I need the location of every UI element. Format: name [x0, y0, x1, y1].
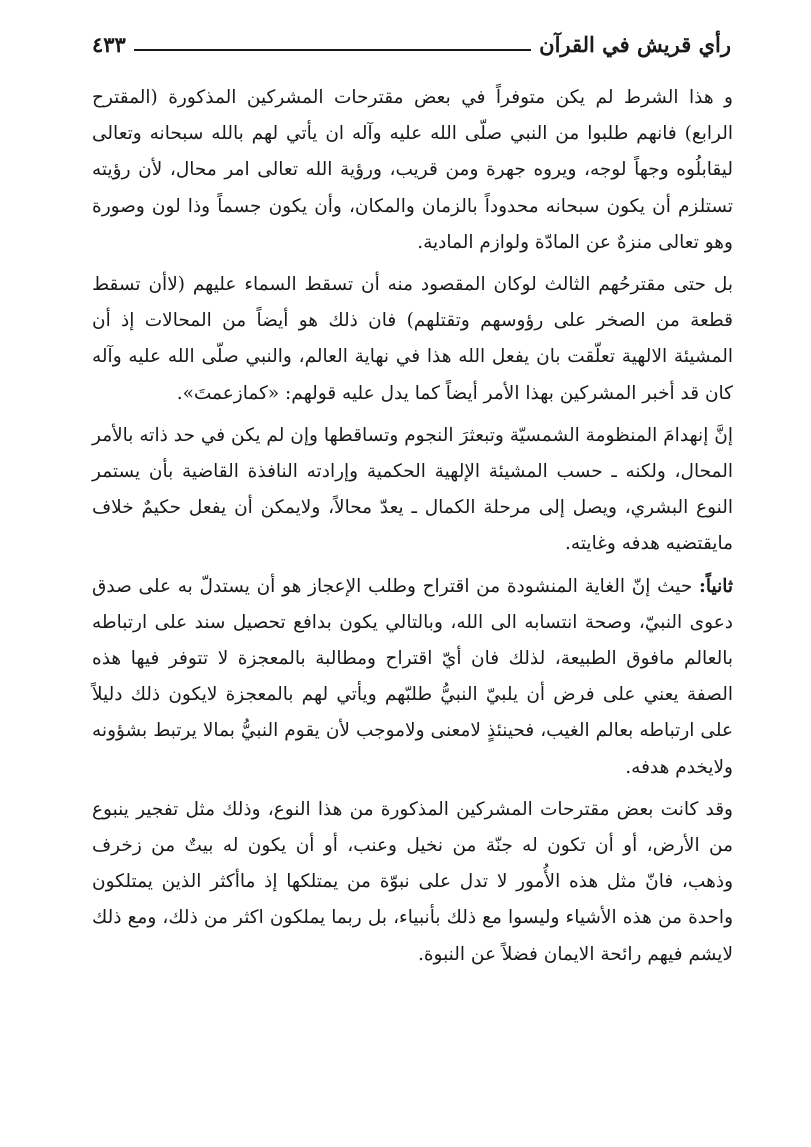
paragraph-1: و هذا الشرط لم يكن متوفراً في بعض مقترحات المشركين المذكورة (المقترح الرابع) فانهم طلبوا من النبي صلّى الله عليه وآله ان يأتي لهم بالله سبحانه وتعالى ليقابلُوه وجهاً لوجه، ويروه جهرة ومن قريب، ورؤية الله تعالى امر محال، لأن رؤيته تستلزم أن يكون سبحانه محدوداً بالزمان والمكان، وأن يكون جسماً وذا لون وصورة وهو تعالى منزهٌ عن المادّة ولوازم المادية.: [92, 87, 733, 253]
header-rule: [134, 49, 531, 51]
paragraph-4-lead: ثانياً:: [699, 575, 733, 597]
paragraph-5: وقد كانت بعض مقترحات المشركين المذكورة من هذا النوع، وذلك مثل تفجير ينبوع من الأرض، أو أن تكون له جنّة من نخيل وعنب، أو أن يكون له بيتٌ من زخرف وذهب، فانّ مثل هذه الأُمور لا تدل على نبوّة من يمتلكها إذ ماأكثر الذين يمتلكون واحدة من هذه الأشياء وليسوا مع ذلك بأنبياء، بل ربما يملكون اكثر من ذلك، ومع ذلك لايشم فيهم رائحة الايمان فضلاً عن النبوة.: [92, 798, 733, 965]
paragraph-4: [92, 569, 733, 786]
paragraph-2: بل حتى مقترحُهم الثالث لوكان المقصود منه أن تسقط السماء عليهم (لاأن تسقط قطعة من الصخر على رؤوسهم وتقتلهم) فان ذلك هو أيضاً من المحالات إذ أن المشيئة الالهية تعلّقت بان يفعل الله هذا في نهاية العالم، والنبي صلّى الله عليه وآله كان قد أخبر المشركين بهذا الأمر أيضاً كما يدل عليه قولهم: «كمازعمتَ».: [92, 274, 733, 404]
paragraph-3: إنَّ إنهدامَ المنظومة الشمسيّة وتبعثرَ النجوم وتساقطها وإن لم يكن في حد ذاته بالأمر المحال، ولكنه ـ حسب المشيئة الإلهية الحكمية وإرادته النافذة القاضية بأن يستمر النوع البشري، ويصل إلى مرحلة الكمال ـ يعدّ محالاً، ولايمكن أن يفعل حكيمٌ خلاف مايقتضيه هدفه وغايته.: [92, 424, 733, 555]
paragraph-4-text: حيث إنّ الغاية المنشودة من اقتراح وطلب الإعجاز هو أن يستدلّ به على صدق دعوى النبيّ، وصحة انتسابه الى الله، وبالتالي يكون بدافع تحصيل سند على ارتباطه بالعالم مافوق الطبيعة، لذلك فان أيّ اقتراح ومطالبة بالمعجزة لا تتوفر فيها هذه الصفة يعني على فرض أن يلبيّ النبيُّ طلبّهم ويأتي لهم بالمعجزة لايكون ذلك دليلاً على ارتباطه بعالم الغيب، فحينئذٍ لامعنى ولاموجب لأن يقوم النبيُّ بمالا يرتبط بشؤونه ولايخدم هدفه.: [92, 575, 733, 778]
page-number: ٤٣٣: [92, 31, 126, 57]
body-text: [92, 80, 733, 979]
running-header: [92, 24, 731, 64]
header-title: رأي قريش في القرآن: [539, 31, 731, 57]
